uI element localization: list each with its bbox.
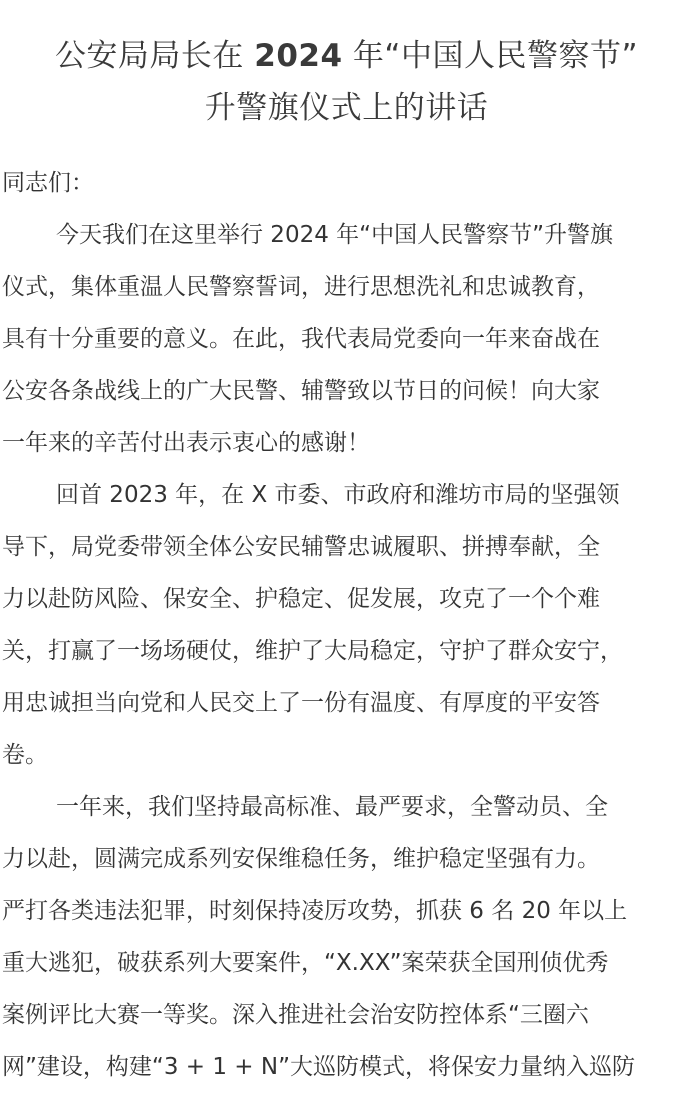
title-line-2: 升警旗仪式上的讲话 [204,90,489,126]
paragraph-line: 力以赴防风险、保安全、护稳定、促发展，攻克了一个个难 [2,586,600,612]
title-prefix: 公安局局长在 [54,38,255,74]
paragraph-line: 公安各条战线上的广大民警、辅警致以节日的问候！向大家 [2,378,600,404]
paragraph-line: 网”建设，构建“3 + 1 + N”大巡防模式，将保安力量纳入巡防 [2,1054,636,1080]
salutation [2,157,692,209]
paragraph-line: 一年来，我们坚持最高标准、最严要求，全警动员、全 [56,794,608,820]
paragraph-line: 回首 2023 年，在 X 市委、市政府和潍坊市局的坚强领 [56,482,620,508]
paragraph-3 [2,781,692,1093]
paragraph-line: 案例评比大赛一等奖。深入推进社会治安防控体系“三圈六 [2,1002,589,1028]
paragraph-2 [2,469,692,781]
speech-body [2,157,692,1093]
page-title [0,0,693,134]
paragraph-line: 今天我们在这里举行 2024 年“中国人民警察节”升警旗 [56,222,613,248]
title-year: 2024 [254,38,343,74]
paragraph-line: 具有十分重要的意义。在此，我代表局党委向一年来奋战在 [2,326,600,352]
paragraph-line: 用忠诚担当向党和人民交上了一份有温度、有厚度的平安答 [2,690,600,716]
paragraph-line: 重大逃犯，破获系列大要案件，“X.XX”案荣获全国刑侦优秀 [2,950,609,976]
paragraph-line: 力以赴，圆满完成系列安保维稳任务，维护稳定坚强有力。 [2,846,600,872]
title-suffix: 年“中国人民警察节” [342,38,639,74]
paragraph-line: 严打各类违法犯罪，时刻保持凌厉攻势，抓获 6 名 20 年以上 [2,898,628,924]
paragraph-line: 卷。 [2,742,48,768]
title-line-1 [0,30,693,82]
salutation-text: 同志们： [2,170,94,196]
paragraph-line: 关，打赢了一场场硬仗，维护了大局稳定，守护了群众安宁， [2,638,623,664]
paragraph-line: 一年来的辛苦付出表示衷心的感谢！ [2,430,370,456]
paragraph-line: 导下，局党委带领全体公安民辅警忠诚履职、拼搏奉献，全 [2,534,600,560]
paragraph-line: 仪式，集体重温人民警察誓词，进行思想洗礼和忠诚教育， [2,274,600,300]
paragraph-1 [2,209,692,469]
